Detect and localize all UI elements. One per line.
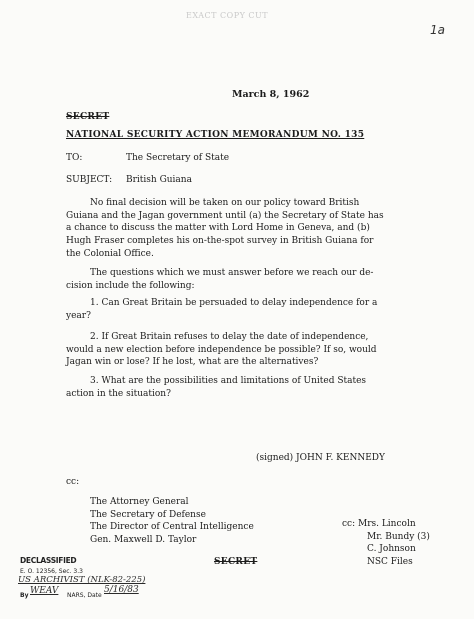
cc-recipient: Mr. Bundy (3) bbox=[367, 531, 430, 542]
cc-recipient: The Secretary of Defense bbox=[90, 509, 206, 520]
paragraph-line: the Colonial Office. bbox=[66, 248, 154, 259]
classification-bottom: SECRET bbox=[214, 557, 258, 567]
paragraph-line: 2. If Great Britain refuses to delay the date of independence, bbox=[90, 332, 369, 342]
cc-recipient: C. Johnson bbox=[367, 544, 416, 555]
subject-value: British Guiana bbox=[126, 175, 192, 185]
faint-stamp: EXACT COPY CUT bbox=[186, 11, 269, 20]
paragraph-line: action in the situation? bbox=[66, 388, 171, 399]
question-1 bbox=[66, 297, 377, 322]
paragraph-line: 3. What are the possibilities and limitations of United States bbox=[90, 376, 367, 386]
cc-list bbox=[90, 496, 254, 547]
question-2 bbox=[66, 331, 377, 369]
paragraph-line: Guiana and the Jagan government until (a) the Secretary of State has bbox=[66, 210, 384, 221]
classification-top: SECRET bbox=[66, 112, 110, 122]
cc-label: cc: bbox=[66, 477, 80, 487]
paragraph-line: Hugh Fraser completes his on-the-spot survey in British Guiana for bbox=[66, 236, 374, 247]
declassified-by-value: WEAV bbox=[30, 586, 59, 596]
cc-recipient: NSC Files bbox=[367, 557, 413, 568]
declassified-title: DECLASSIFIED bbox=[20, 556, 77, 565]
cc-recipient: cc: Mrs. Lincoln bbox=[342, 519, 416, 529]
cc2-list bbox=[342, 518, 430, 569]
cc-recipient: Gen. Maxwell D. Taylor bbox=[90, 535, 197, 546]
question-3 bbox=[66, 375, 366, 400]
signature: (signed) JOHN F. KENNEDY bbox=[256, 453, 385, 463]
paragraph-line: cision include the following: bbox=[66, 280, 195, 291]
subject-label: SUBJECT: bbox=[66, 175, 113, 185]
declassified-eo: E. O. 12356, Sec. 3.3 bbox=[20, 568, 83, 575]
paragraph-line: The questions which we must answer before we reach our de- bbox=[90, 268, 374, 278]
paragraph-line: Jagan win or lose? If he lost, what are the alternatives? bbox=[66, 357, 319, 368]
to-label: TO: bbox=[66, 153, 83, 163]
paragraph-1 bbox=[66, 197, 384, 260]
paragraph-line: No final decision will be taken on our policy toward British bbox=[90, 198, 360, 208]
declassified-nars-label: NARS, Date bbox=[67, 592, 102, 599]
paragraph-line: year? bbox=[66, 310, 91, 321]
page-marker: 1a bbox=[430, 23, 445, 37]
to-value: The Secretary of State bbox=[126, 153, 230, 163]
cc-recipient: The Director of Central Intelligence bbox=[90, 522, 254, 533]
declassified-date: 5/16/83 bbox=[104, 585, 139, 595]
declassified-authority: US ARCHIVIST (NLK-82-225) bbox=[18, 575, 146, 585]
cc-recipient: The Attorney General bbox=[90, 497, 189, 507]
memo-title: NATIONAL SECURITY ACTION MEMORANDUM NO. 135 bbox=[66, 130, 365, 140]
memo-date: March 8, 1962 bbox=[232, 89, 310, 100]
paragraph-line: would a new election before independence be possible? If so, would bbox=[66, 344, 377, 355]
declassified-by-label: By bbox=[20, 592, 29, 599]
paragraph-line: a chance to discuss the matter with Lord Home in Geneva, and (b) bbox=[66, 223, 370, 234]
paragraph-line: 1. Can Great Britain be persuaded to delay independence for a bbox=[90, 298, 378, 308]
paragraph-2 bbox=[66, 267, 373, 292]
